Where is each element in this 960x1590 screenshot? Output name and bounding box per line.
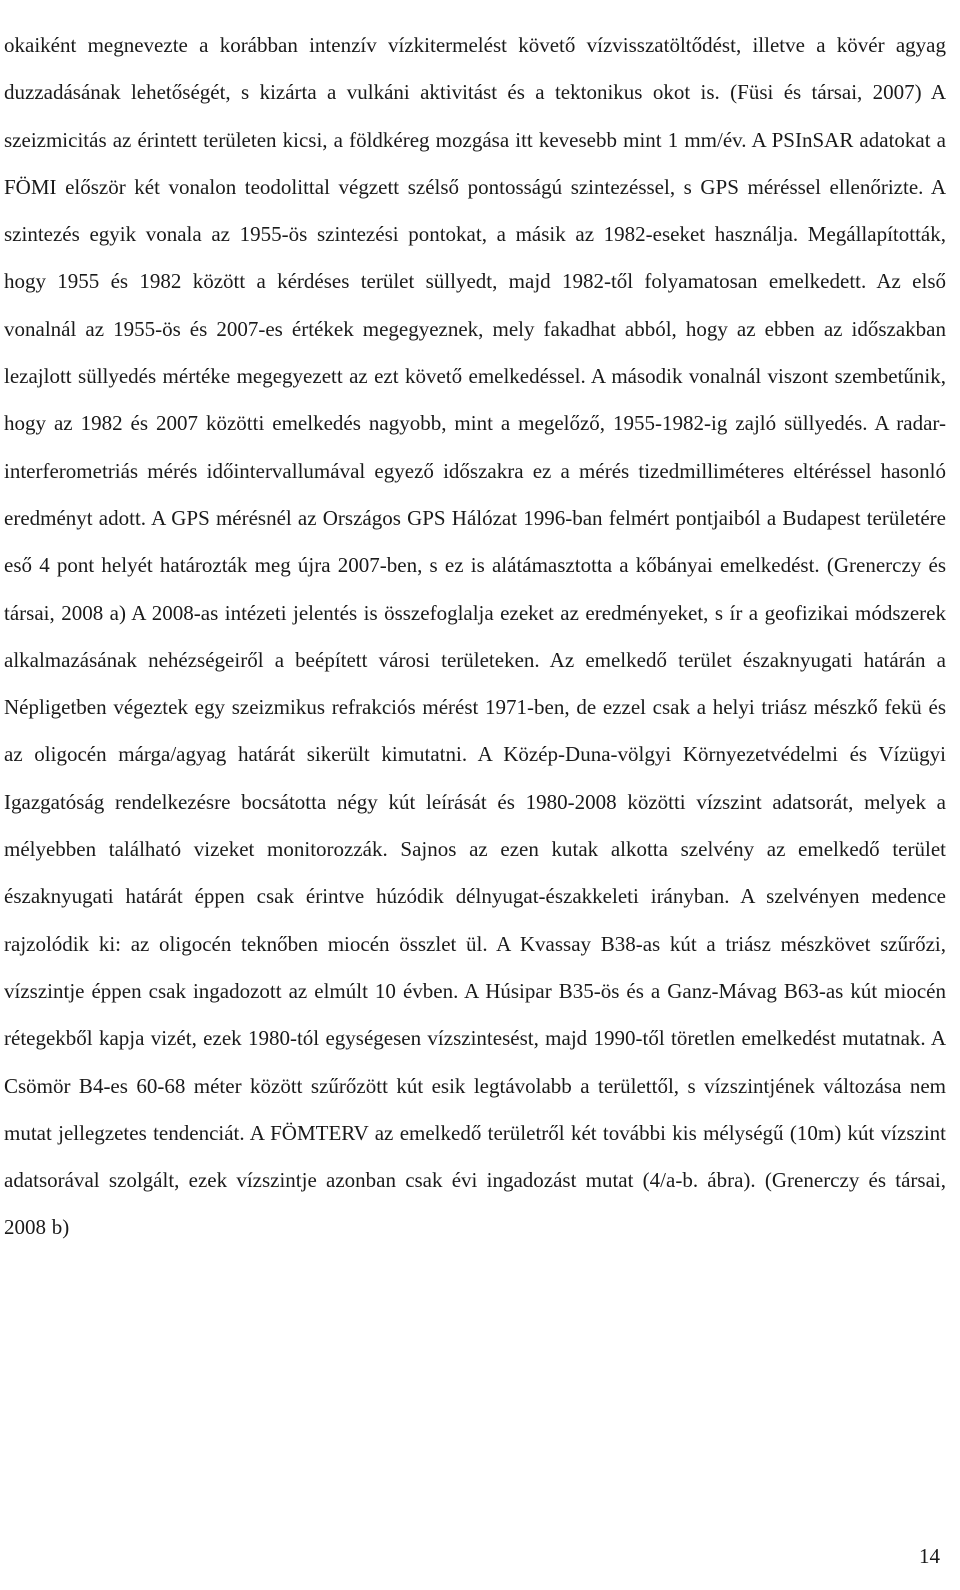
body-paragraph: okaiként megnevezte a korábban intenzív vízkitermelést követő vízvisszatöltődést, illetve a kövér agyag duzzadásának lehetőségét, s kizárta a vulkáni aktivitást és a tektonikus okot is. (Füsi és társai, 2007) A szeizmicitás az érintett területen kicsi, a földkéreg mozgása itt kevesebb mint 1 mm/év. A PSInSAR adatokat a FÖMI először két vonalon teodolittal végzett szélső pontosságú szintezéssel, s GPS méréssel ellenőrizte. A szintezés egyik vonala az 1955-ös szintezési pontokat, a másik az 1982-eseket használja. Megállapították, hogy 1955 és 1982 között a kérdéses terület süllyedt, majd 1982-től folyamatosan emelkedett. Az első vonalnál az 1955-ös és 2007-es értékek megegyeznek, mely fakadhat abból, hogy az ebben az időszakban lezajlott süllyedés mértéke megegyezett az ezt követő emelkedéssel. A második vonalnál viszont szembetűnik, hogy az 1982 és 2007 közötti emelkedés nagyobb, mint a megelőző, 1955-1982-ig zajló süllyedés. A radar-interferometriás mérés időintervallumával egyező időszakra ez a mérés tizedmilliméteres eltéréssel hasonló eredményt adott. A GPS mérésnél az Országos GPS Hálózat 1996-ban felmért pontjaiból a Budapest területére eső 4 pont helyét határozták meg újra 2007-ben, s ez is alátámasztotta a kőbányai emelkedést. (Grenerczy és társai, 2008 a) A 2008-as intézeti jelentés is összefoglalja ezeket az eredményeket, s ír a geofizikai módszerek alkalmazásának nehézségeiről a beépített városi területeken. Az emelkedő terület északnyugati határán a Népligetben végeztek egy szeizmikus refrakciós mérést 1971-ben, de ezzel csak a helyi triász mészkő fekü és az oligocén márga/agyag határát sikerült kimutatni. A Közép-Duna-völgyi Környezetvédelmi és Vízügyi Igazgatóság rendelkezésre bocsátotta négy kút leírását és 1980-2008 közötti vízszint adatsorát, melyek a mélyebben található vizeket monitorozzák. Sajnos az ezen kutak alkotta szelvény az emelkedő terület északnyugati határát éppen csak érintve húzódik délnyugat-északkeleti irányban. A szelvényen medence rajzolódik ki: az oligocén teknőben miocén összlet ül. A Kvassay B38-as kút a triász mészkövet szűrőzi, vízszintje éppen csak ingadozott az elmúlt 10 évben. A Húsipar B35-ös és a Ganz-Mávag B63-as kút miocén rétegekből kapja vizét, ezek 1980-tól egységesen vízszintesést, majd 1990-től töretlen emelkedést mutatnak. A Csömör B4-es 60-68 méter között szűrőzött kút esik legtávolabb a területtől, s vízszintjének változása nem mutat jellegzetes tendenciát. A FÖMTERV az emelkedő területről két további kis mélységű (10m) kút vízszint adatsorával szolgált, ezek vízszintje azonban csak évi ingadozást mutat (4/a-b. ábra). (Grenerczy és társai, 2008 b) [4, 33, 946, 1240]
page-number: 14 [919, 1544, 940, 1568]
